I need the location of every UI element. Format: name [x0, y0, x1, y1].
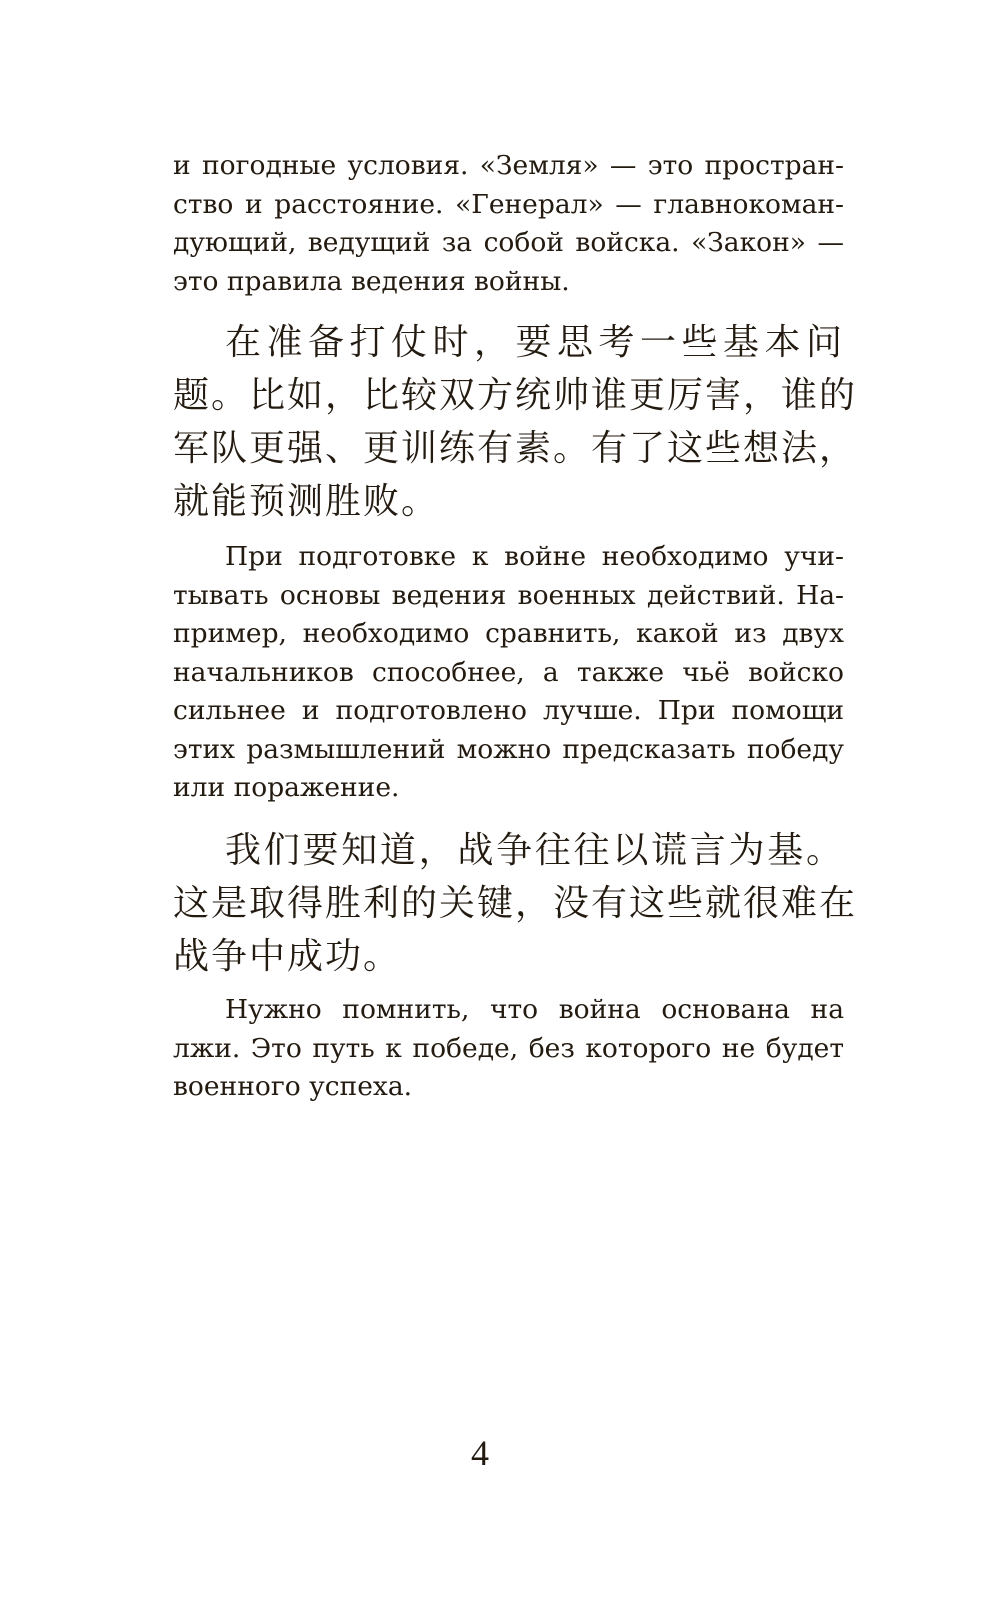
paragraph-ru-3: [173, 991, 844, 1107]
page-number: 4: [471, 1433, 489, 1473]
text-line: этих размышлений можно предсказать победу: [173, 733, 844, 765]
text-line: пример, необходимо сравнить, какой из двух: [173, 618, 844, 649]
text-line: тывать основы ведения военных действий. На-: [173, 579, 844, 611]
text-line: 军队更强、更训练有素。有了这些想法，: [173, 428, 858, 469]
text-line: это правила ведения войны.: [173, 265, 570, 297]
text-line: 我们要知道，战争往往以谎言为基。: [225, 830, 844, 871]
text-line: Нужно помнить, что война основана на: [225, 994, 844, 1025]
paragraph-zh-2: [173, 824, 858, 983]
text-line: сильнее и подготовлено лучше. При помощи: [173, 695, 844, 726]
text-line: лжи. Это путь к победе, без которого не будет: [173, 1032, 844, 1064]
text-line: ство и расстояние. «Генерал» — главнокоман-: [173, 188, 844, 220]
text-line: военного успеха.: [173, 1071, 413, 1102]
text-line: 战争中成功。: [173, 936, 402, 977]
paragraph-ru-1: [173, 147, 844, 301]
text-line: начальников способнее, а также чьё войско: [173, 656, 844, 688]
text-line: 题。比如，比较双方统帅谁更厉害，谁的: [173, 375, 858, 416]
text-line: и погодные условия. «Земля» — это простран-: [173, 150, 844, 181]
text-line: 就能预测胜败。: [173, 481, 440, 522]
paragraph-zh-1: [173, 316, 858, 528]
text-line: или поражение.: [173, 772, 400, 803]
text-line: При подготовке к войне необходимо учи-: [225, 541, 844, 572]
text-line: дующий, ведущий за собой войска. «Закон» —: [173, 227, 844, 258]
paragraph-ru-2: [173, 538, 844, 808]
text-line: 在准备打仗时，要思考一些基本问: [225, 322, 844, 363]
text-line: 这是取得胜利的关键，没有这些就很难在: [173, 883, 858, 924]
